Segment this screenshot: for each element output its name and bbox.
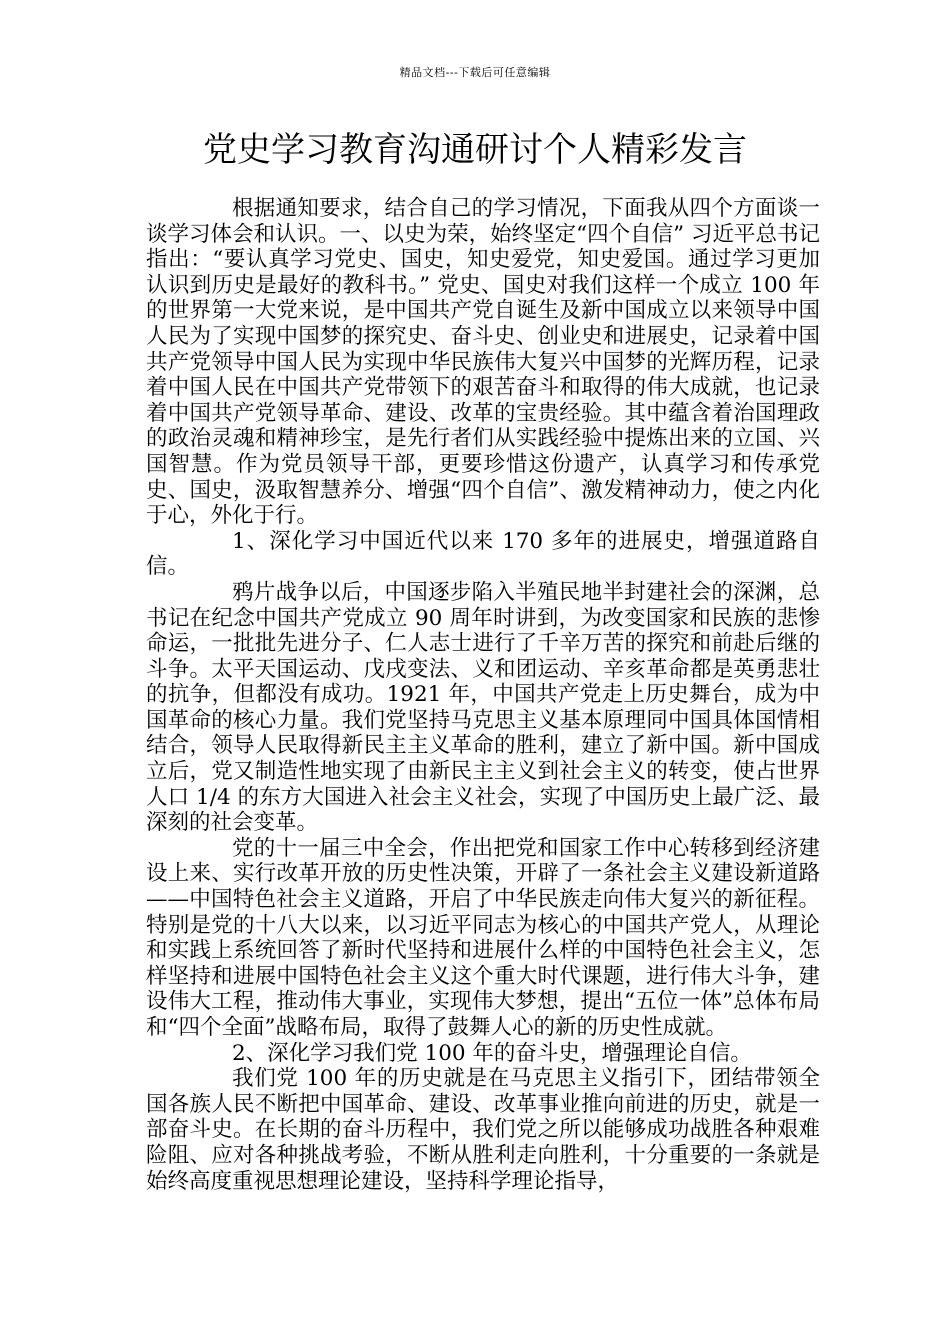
document-title: 党史学习教育沟通研讨个人精彩发言 xyxy=(203,130,747,170)
body-paragraph: 根据通知要求，结合自己的学习情况，下面我从四个方面谈一谈学习体会和认识。一、以史为荣，始终坚定“四个自信” 习近平总书记指出：“要认真学习党史、国史，知史爱党，知史爱国。通过学习更加认识到历史是最好的教科书。” 党史、国史对我们这样一个成立 100 年的世界第一大党来说，是中国共产党自诞生及新中国成立以来领导中国人民为了实现中国梦的探究史、奋斗史、创业史和进展史，记录着中国共产党领导中国人民为实现中华民族伟大复兴中国梦的光辉历程，记录着中国人民在中国共产党带领下的艰苦奋斗和取得的伟大成就，也记录着中国共产党领导革命、建设、改革的宝贵经验。其中蕴含着治国理政的政治灵魂和精神珍宝，是先行者们从实践经验中提炼出来的立国、兴国智慧。作为党员领导干部，更要珍惜这份遗产，认真学习和传承党史、国史，汲取智慧养分、增强“四个自信”、激发精神动力，使之内化于心，外化于行。 xyxy=(146,196,820,529)
header-note: 精品文档---下载后可任意编辑 xyxy=(399,66,551,79)
document-body xyxy=(146,196,820,1194)
body-paragraph: 我们党 100 年的历史就是在马克思主义指引下，团结带领全国各族人民不断把中国革命、建设、改革事业推向前进的历史，就是一部奋斗史。在长期的奋斗历程中，我们党之所以能够成功战胜各种艰难险阻、应对各种挑战考验，不断从胜利走向胜利，十分重要的一条就是始终高度重视思想理论建设，坚持科学理论指导， xyxy=(146,1066,820,1194)
body-paragraph: 鸦片战争以后，中国逐步陷入半殖民地半封建社会的深渊，总书记在纪念中国共产党成立 90 周年时讲到，为改变国家和民族的悲惨命运，一批批先进分子、仁人志士进行了千辛万苦的探究和前赴后继的斗争。太平天国运动、戊戌变法、义和团运动、辛亥革命都是英勇悲壮的抗争，但都没有成功。1921 年，中国共产党走上历史舞台，成为中国革命的核心力量。我们党坚持马克思主义基本原理同中国具体国情相结合，领导人民取得新民主主义革命的胜利，建立了新中国。新中国成立后，党又制造性地实现了由新民主主义到社会主义的转变，使占世界人口 1/4 的东方大国进入社会主义社会，实现了中国历史上最广泛、最深刻的社会变革。 xyxy=(146,579,820,836)
body-paragraph: 党的十一届三中全会，作出把党和国家工作中心转移到经济建设上来、实行改革开放的历史性决策，开辟了一条社会主义建设新道路——中国特色社会主义道路，开启了中华民族走向伟大复兴的新征程。特别是党的十八大以来，以习近平同志为核心的中国共产党人，从理论和实践上系统回答了新时代坚持和进展什么样的中国特色社会主义，怎样坚持和进展中国特色社会主义这个重大时代课题，进行伟大斗争，建设伟大工程，推动伟大事业，实现伟大梦想，提出“五位一体”总体布局和“四个全面”战略布局，取得了鼓舞人心的新的历史性成就。 xyxy=(146,835,820,1040)
section-heading: 1、深化学习中国近代以来 170 多年的进展史，增强道路自信。 xyxy=(146,528,820,580)
section-heading: 2、深化学习我们党 100 年的奋斗史，增强理论自信。 xyxy=(232,1040,752,1066)
